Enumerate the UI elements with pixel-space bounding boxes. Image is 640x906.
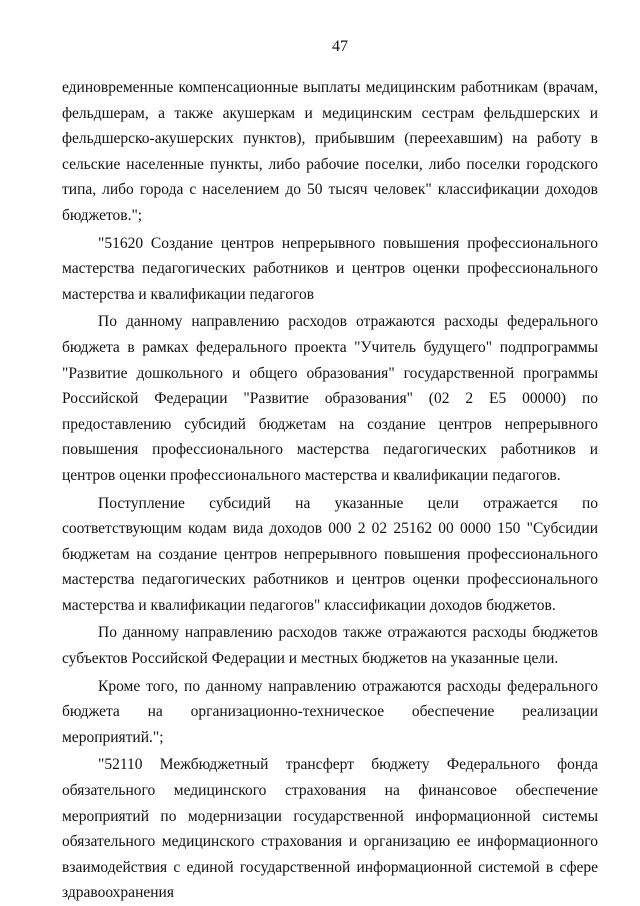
paragraph-51620-regional: По данному направлению расходов также отражаются расходы бюджетов субъектов Российской Федерации и местных бюджетов на указанные цели.: [62, 624, 598, 668]
paragraph-51620-expenses: По данному направлению расходов отражаются расходы федерального бюджета в рамках федерального проекта "Учитель будущего" подпрограммы "Развитие дошкольного и общего образования" государственной программы Российской Федерации "Развитие образования" (02 2 E5 00000) по предоставлению субсидий бюджетам на создание центров непрерывного повышения профессионального мастерства педагогических работников и центров оценки профессионального мастерства и квалификации педагогов.: [62, 313, 598, 484]
paragraph-51620-organizational: Кроме того, по данному направлению отражаются расходы федерального бюджета на организационно-техническое обеспечение реализации мероприятий.";: [62, 677, 598, 746]
paragraph-51620-heading: "51620 Создание центров непрерывного повышения профессионального мастерства педагогических работников и центров оценки профессионального мастерства и квалификации педагогов: [62, 234, 598, 303]
paragraph-52110-heading: "52110 Межбюджетный трансферт бюджету Федерального фонда обязательного медицинского страхования на финансовое обеспечение мероприятий по модернизации государственной информационной системы обязательного медицинского страхования и организацию ее информационного взаимодействия с единой государственной информационной системой в сфере здравоохранения: [62, 756, 598, 902]
page-number: 47: [332, 38, 348, 55]
paragraph-51620-revenues: Поступление субсидий на указанные цели отражается по соответствующим кодам вида доходов 000 2 02 25162 00 0000 150 "Субсидии бюджетам на создание центров непрерывного повышения профессионального мастерства педагогических работников и центров оценки профессионального мастерства и квалификации педагогов" классификации доходов бюджетов.: [62, 494, 598, 614]
paragraph-continuation: единовременные компенсационные выплаты медицинским работникам (врачам, фельдшерам, а также акушеркам и медицинским сестрам фельдшерских и фельдшерско-акушерских пунктов), прибывшим (переехавшим) на работу в сельские населенные пункты, либо рабочие поселки, либо поселки городского типа, либо города с населением до 50 тысяч человек" классификации доходов бюджетов.";: [62, 79, 598, 224]
